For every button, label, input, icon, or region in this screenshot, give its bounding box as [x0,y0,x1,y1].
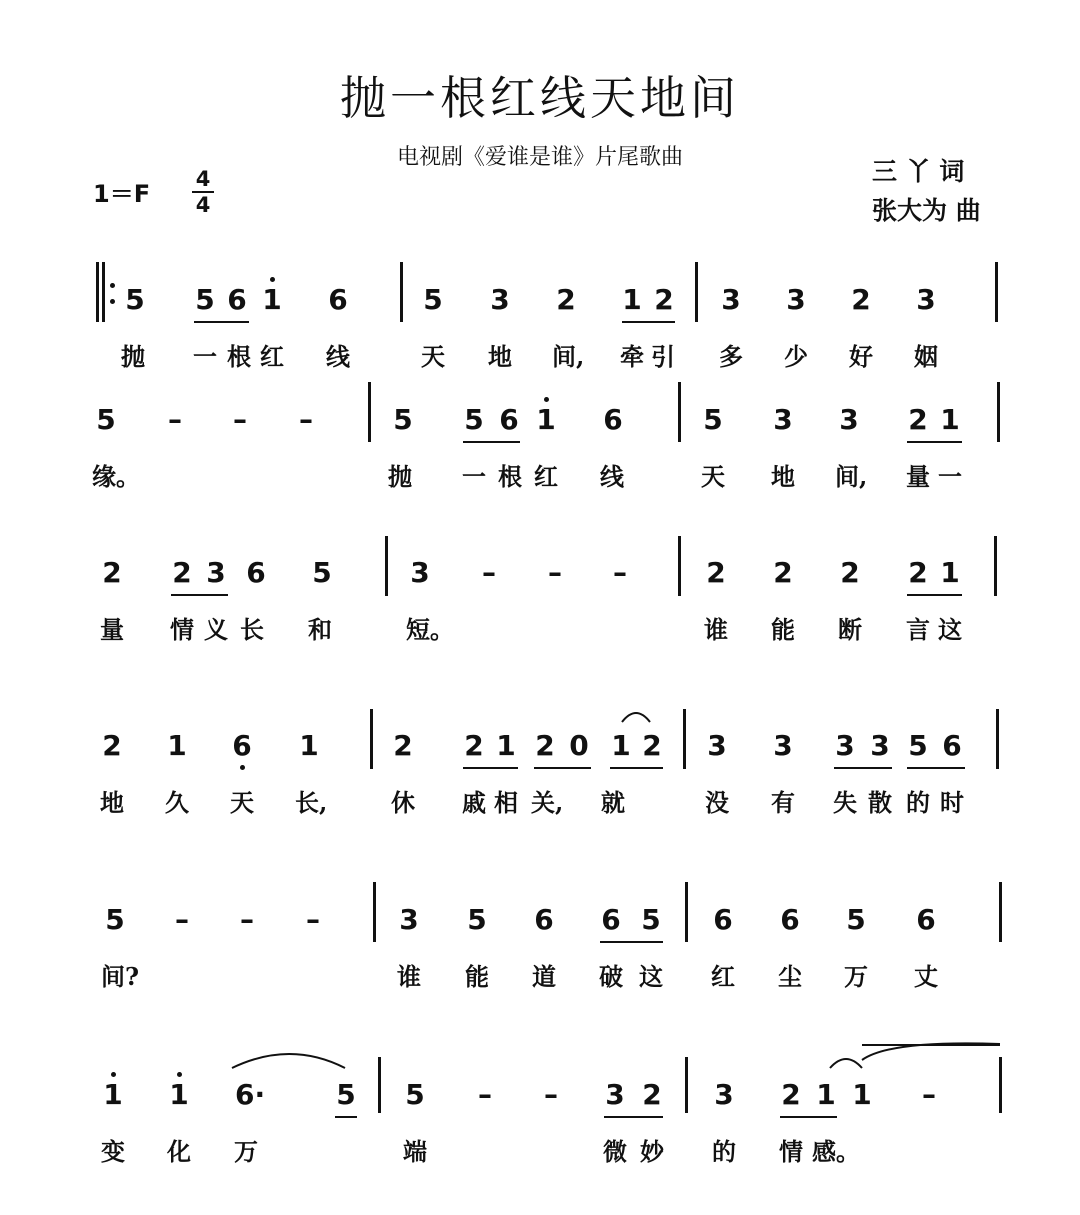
lyric: 长 [240,615,264,644]
note: 5 [96,403,116,436]
note: 6· [235,1078,266,1111]
lyric: 的 [712,1137,736,1166]
note: 1 [940,556,960,589]
note: 6 [499,403,519,436]
note: – [613,556,627,589]
note: 2 [773,556,793,589]
note: 3 [916,283,936,316]
note: 3 [773,729,793,762]
note: 2 [908,556,928,589]
lyric: 休 [391,788,415,817]
lyric: 这 [639,962,663,991]
lyric: 言 [906,615,930,644]
lyric: 一 [462,462,486,491]
time-signature-top: 4 [195,167,211,191]
note: 3 [399,903,419,936]
note: 3 [721,283,741,316]
note: – [175,903,189,936]
lyric: 相 [494,788,518,817]
note: – [922,1078,936,1111]
note: 6 [780,903,800,936]
note: 2 [535,729,555,762]
note: 1 [622,283,642,316]
note: – [240,903,254,936]
lyric: 谁 [397,962,421,991]
note: 1 [940,403,960,436]
note: 6 [601,903,621,936]
lyric: 线 [600,462,624,491]
note: – [168,403,182,436]
tie-arc [830,1059,862,1068]
lyric: 牵 [620,342,644,371]
lyric: 缘。 [92,462,140,491]
lyric: 妙 [640,1137,664,1166]
lyric: 少 [784,342,808,371]
lyric: 天 [230,788,254,817]
lyric: 间, [552,342,585,371]
lyric: 没 [705,788,729,817]
lyric: 变 [101,1137,125,1166]
note: – [233,403,247,436]
tie-arc [622,713,650,722]
note: 5 [405,1078,425,1111]
note: 3 [835,729,855,762]
note: 3 [410,556,430,589]
lyric: 一 [938,462,962,491]
note: 6 [227,283,247,316]
lyric: 量 [906,462,930,491]
note: 1 [496,729,516,762]
lyric: 和 [308,615,332,644]
note: 2 [642,729,662,762]
note: 2 [642,1078,662,1111]
note: 2 [706,556,726,589]
note: 2 [102,729,122,762]
lyric: 万 [234,1137,258,1166]
lyric: 有 [771,788,795,817]
lyric: 好 [849,342,873,371]
note: 5 [393,403,413,436]
lyric: 情 [170,615,194,644]
lyric: 能 [465,962,489,991]
lyric: 地 [488,342,512,371]
note: 5 [846,903,866,936]
note: 1 [167,729,187,762]
lyric: 端 [403,1137,427,1166]
note: 2 [556,283,576,316]
lyric: 情 [779,1137,803,1166]
lyric: 化 [167,1137,191,1166]
lyric: 这 [938,615,962,644]
lyric: 丈 [914,962,938,991]
note: 3 [773,403,793,436]
note: – [306,903,320,936]
note: 6 [916,903,936,936]
lyric: 抛 [121,342,145,371]
lyric: 义 [204,615,228,644]
note: 0 [569,729,589,762]
note: – [482,556,496,589]
lyric: 久 [165,788,189,817]
song-title: 抛一根红线天地间 [340,71,740,125]
note: – [299,403,313,436]
note: 3 [605,1078,625,1111]
note: 1 [299,729,319,762]
note: – [548,556,562,589]
note: 5 [703,403,723,436]
lyric: 破 [599,962,623,991]
lyric: 根 [227,342,251,371]
note: 3 [707,729,727,762]
lyric: 红 [711,962,735,991]
lyric: 的 [906,788,930,817]
note: 3 [714,1078,734,1111]
lyric: 间, [835,462,868,491]
lyric: 多 [719,342,743,371]
lyric: 地 [771,462,795,491]
lyricist-credit: 三 丫 词 [872,157,965,186]
lyric: 一 [193,342,217,371]
note: 2 [908,403,928,436]
note: 1 [816,1078,836,1111]
lyric: 线 [326,342,350,371]
lyric: 长, [295,788,328,817]
note: – [544,1078,558,1111]
note: 6 [603,403,623,436]
note: 2 [654,283,674,316]
lyric: 关, [531,788,564,817]
note: 5 [423,283,443,316]
key-signature: 1＝F [93,180,151,208]
note: 5 [195,283,215,316]
note: 1 [536,403,556,436]
note: 6 [534,903,554,936]
note: 5 [312,556,332,589]
note: 6 [328,283,348,316]
lyric: 天 [701,462,725,491]
note: 2 [102,556,122,589]
note: 6 [246,556,266,589]
lyric: 能 [771,615,795,644]
lyric: 微 [603,1137,627,1166]
lyric: 间? [101,962,140,991]
lyric: 断 [838,615,862,644]
lyric: 短。 [406,615,454,644]
time-signature-bottom: 4 [195,193,211,217]
lyric: 量 [100,615,124,644]
note: 6 [942,729,962,762]
lyric: 戚 [462,788,486,817]
lyric: 就 [601,788,625,817]
lyric: 万 [844,962,868,991]
note: 6 [713,903,733,936]
song-subtitle: 电视剧《爱谁是谁》片尾歌曲 [396,145,683,170]
lyric: 根 [498,462,522,491]
slur-arc [862,1043,1000,1060]
lyric: 姻 [914,342,938,371]
note: 2 [393,729,413,762]
note: 1 [103,1078,123,1111]
note: 1 [852,1078,872,1111]
note: 3 [786,283,806,316]
note: 6 [232,729,252,762]
note: 5 [908,729,928,762]
note: 5 [464,403,484,436]
lyric: 感。 [812,1137,860,1166]
note: 3 [490,283,510,316]
lyric: 失 [833,788,857,817]
note: 3 [839,403,859,436]
lyric: 时 [940,788,964,817]
note: – [478,1078,492,1111]
note: 5 [105,903,125,936]
lyric: 散 [868,788,892,817]
lyric: 天 [421,342,445,371]
composer-credit: 张大为 曲 [872,196,981,225]
slur-arc [232,1054,345,1068]
lyric: 地 [100,788,124,817]
note: 5 [336,1078,356,1111]
lyric: 红 [534,462,558,491]
note: 3 [870,729,890,762]
note: 2 [851,283,871,316]
lyric: 红 [260,342,284,371]
note: 1 [611,729,631,762]
note: 2 [464,729,484,762]
note: 2 [172,556,192,589]
note: 5 [641,903,661,936]
lyric: 抛 [388,462,412,491]
note: 5 [125,283,145,316]
note: 1 [262,283,282,316]
lyric: 谁 [704,615,728,644]
note: 1 [169,1078,189,1111]
note: 2 [781,1078,801,1111]
note: 2 [840,556,860,589]
note: 3 [206,556,226,589]
lyric: 尘 [778,962,802,991]
note: 5 [467,903,487,936]
lyric: 道 [532,962,556,991]
lyric: 引 [651,342,675,371]
